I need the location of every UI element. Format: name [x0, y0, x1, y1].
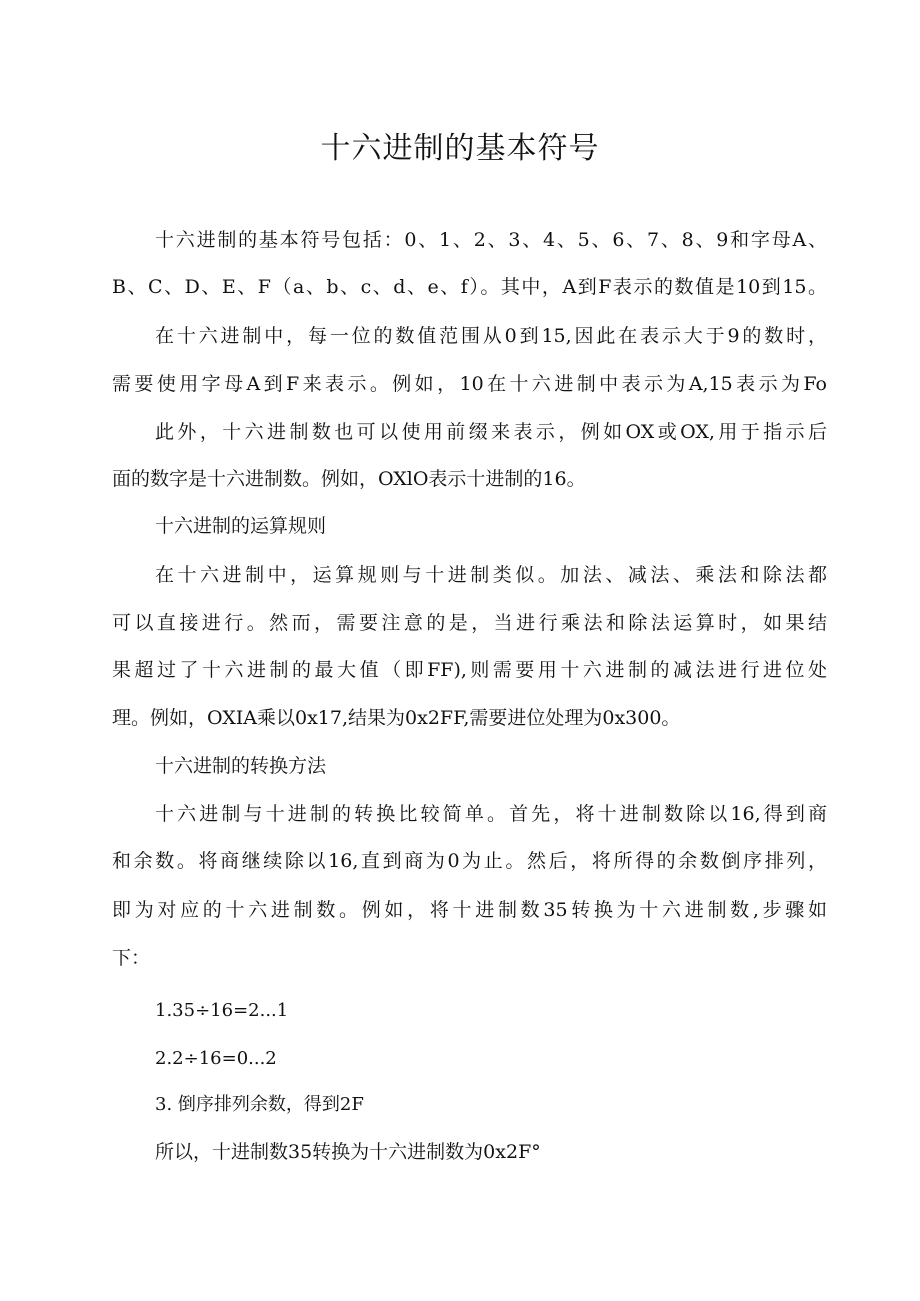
paragraph-line: 即为对应的十六进制数。例如，将十进制数35转换为十六进制数,步骤如: [112, 899, 827, 921]
paragraph-line: 和余数。将商继续除以16,直到商为0为止。然后，将所得的余数倒序排列，: [112, 850, 827, 872]
paragraph-line: B、C、D、E、F（a、b、c、d、e、f）。其中，A到F表示的数值是10到15。: [112, 276, 827, 298]
conclusion-line: 所以，十进制数35转换为十六进制数为0x2F°: [155, 1141, 541, 1163]
section-heading: 十六进制的转换方法: [155, 755, 327, 777]
paragraph-line: 下：: [112, 947, 151, 969]
step-item: 1.35÷16=2...1: [155, 1000, 289, 1021]
section-heading: 十六进制的运算规则: [155, 515, 327, 537]
paragraph-line: 面的数字是十六进制数。例如，OXlO表示十进制的16。: [112, 468, 586, 490]
paragraph-line: 可以直接进行。然而，需要注意的是，当进行乘法和除法运算时，如果结: [112, 612, 827, 634]
paragraph-line: 果超过了十六进制的最大值（即FF),则需要用十六进制的减法进行进位处: [112, 659, 827, 681]
paragraph-line: 十六进制与十进制的转换比较简单。首先，将十进制数除以16,得到商: [155, 803, 827, 825]
paragraph-line: 理。例如，OXIA乘以0x17,结果为0x2FF,需要进位处理为0x300。: [112, 707, 681, 729]
paragraph-line: 需要使用字母A到F来表示。例如，10在十六进制中表示为A,15表示为Fo: [112, 373, 827, 395]
paragraph-line: 在十六进制中，每一位的数值范围从0到15,因此在表示大于9的数时，: [155, 325, 827, 347]
step-item: 2.2÷16=0...2: [155, 1048, 277, 1069]
step-item: 3. 倒序排列余数，得到2F: [155, 1094, 364, 1115]
paragraph-line: 十六进制的基本符号包括：0、1、2、3、4、5、6、7、8、9和字母A、: [155, 229, 827, 251]
paragraph-line: 此外，十六进制数也可以使用前缀来表示，例如OX或OX,用于指示后: [155, 421, 827, 443]
page-title: 十六进制的基本符号: [320, 131, 600, 166]
paragraph-line: 在十六进制中，运算规则与十进制类似。加法、减法、乘法和除法都: [155, 564, 827, 586]
